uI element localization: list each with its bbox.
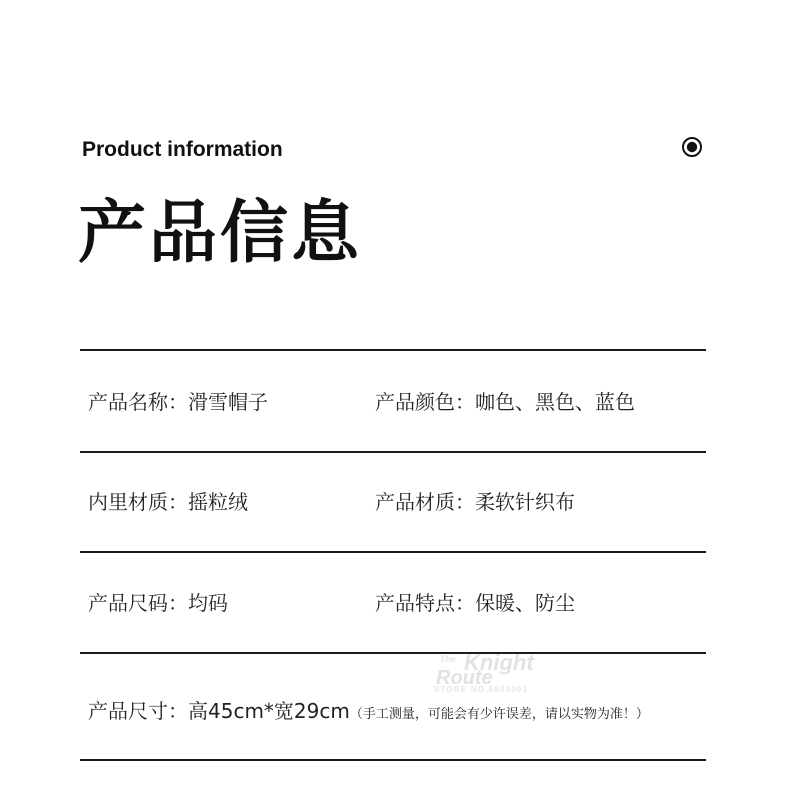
watermark-line1: Knight [464, 650, 534, 675]
spec-label: 产品名称： [88, 390, 188, 414]
divider [80, 759, 706, 761]
spec-item-color [375, 392, 635, 412]
svg-text:The: The [440, 654, 457, 664]
spec-value: 咖色、黑色、蓝色 [475, 390, 635, 414]
page-title: 产品信息 [78, 194, 363, 273]
store-watermark [434, 648, 594, 694]
spec-item-lining [88, 492, 248, 512]
spec-label: 产品尺码： [88, 591, 188, 615]
subtitle: Product information [82, 138, 283, 161]
spec-item-dimensions [88, 701, 649, 721]
divider [80, 652, 706, 654]
spec-label: 产品尺寸： [88, 699, 188, 723]
watermark-line3: STORE NO.5603001 [434, 685, 529, 694]
spec-value: 高45cm*宽29cm [188, 699, 350, 723]
spec-item-name [88, 392, 268, 412]
divider [80, 451, 706, 453]
spec-value: 柔软针织布 [475, 490, 575, 514]
spec-item-size [88, 593, 228, 613]
spec-item-features [375, 593, 575, 613]
spec-value: 滑雪帽子 [188, 390, 268, 414]
divider [80, 349, 706, 351]
spec-label: 产品特点： [375, 591, 475, 615]
spec-label: 产品材质： [375, 490, 475, 514]
spec-value: 保暖、防尘 [475, 591, 575, 615]
spec-label: 内里材质： [88, 490, 188, 514]
spec-item-material [375, 492, 575, 512]
spec-value: 摇粒绒 [188, 490, 248, 514]
spec-label: 产品颜色： [375, 390, 475, 414]
divider [80, 551, 706, 553]
radio-selected-icon[interactable] [682, 137, 702, 157]
measurement-note: （手工测量，可能会有少许误差，请以实物为准！） [349, 707, 649, 722]
spec-value: 均码 [188, 591, 228, 615]
watermark-line2: Route [436, 667, 493, 689]
